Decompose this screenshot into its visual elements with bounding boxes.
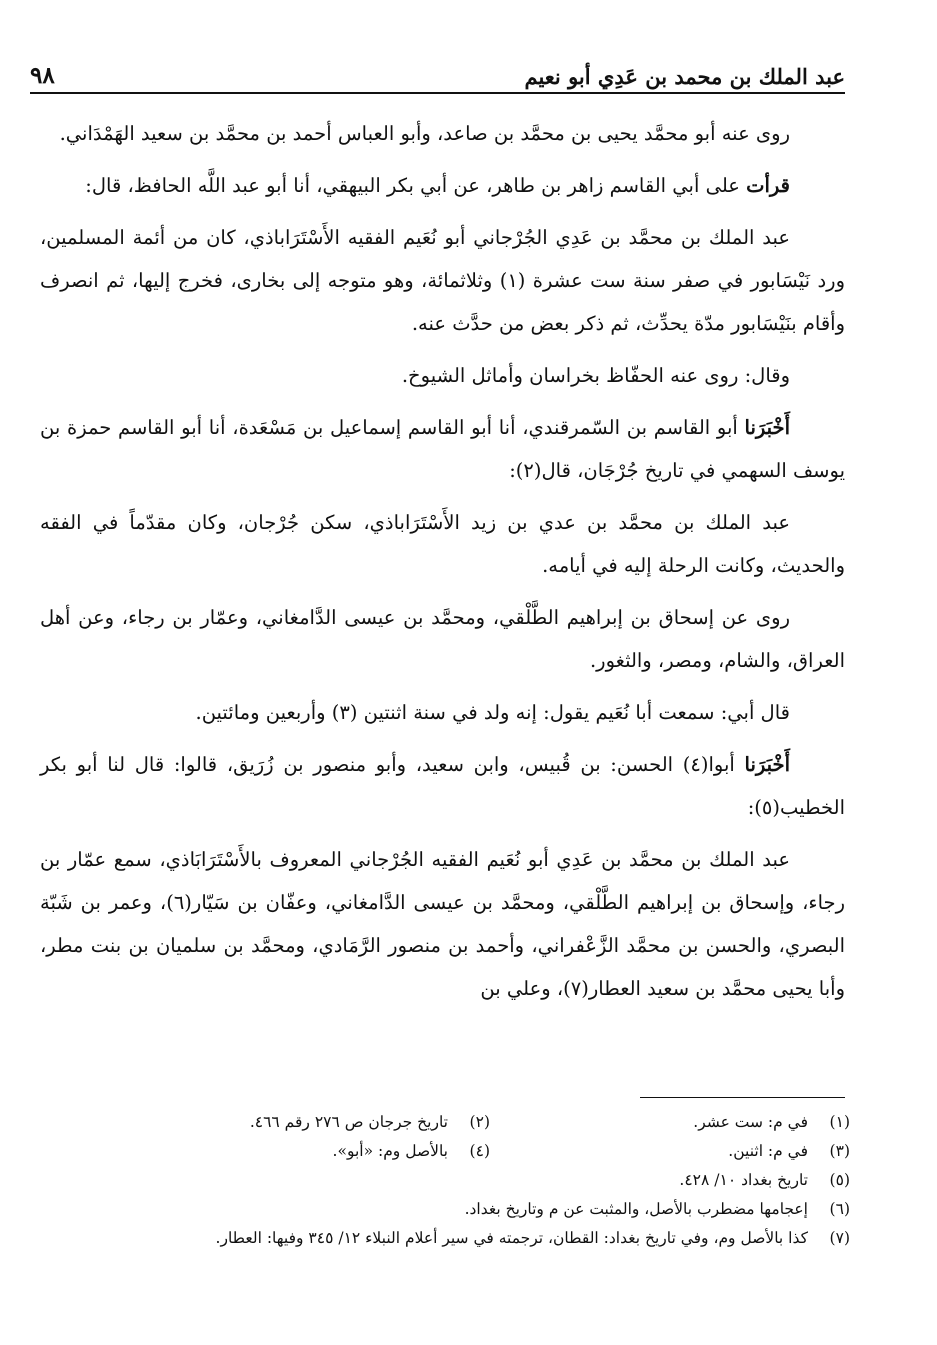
paragraph <box>40 691 845 734</box>
paragraph-text: عبد الملك بن محمَّد بن عَدِي الجُرْجاني أبو نُعَيم الفقيه الأَسْتَرَاباذي، كان من أئمة المسلمين، ورد نَيْسَابور في صفر سنة ست عشرة (١) وثلاثمائة، وهو متوجه إلى بخارى، فخرج إليها، ثم انصرف وأقام بنَيْسَابور مدّة يحدِّث، ثم ذكر بعض من حدَّث عنه. <box>40 226 845 335</box>
footnote-text: إعجامها مضطرب بالأصل، والمثبت عن م وتاريخ بغداد. <box>464 1200 808 1218</box>
footnote-text: تاريخ جرجان ص ٢٧٦ رقم ٤٦٦. <box>249 1113 448 1131</box>
paragraph-lead: أَخْبَرَنا <box>744 416 790 439</box>
paragraph-text: وقال: روى عنه الحفّاظ بخراسان وأماثل الشيوخ. <box>401 364 790 387</box>
footnote-number: (٢) <box>469 1113 490 1131</box>
paragraph-lead: أَخْبَرَنا <box>744 753 790 776</box>
footnote-number: (١) <box>829 1113 850 1131</box>
footnote <box>490 1137 850 1166</box>
footnote-number: (٧) <box>829 1229 850 1247</box>
footnotes <box>120 1108 850 1253</box>
paragraph <box>40 164 845 207</box>
paragraph <box>40 596 845 682</box>
footnote <box>130 1108 490 1137</box>
footnote-text: في م: اثنين. <box>728 1142 808 1160</box>
footnote <box>490 1108 850 1137</box>
paragraph <box>40 838 845 1010</box>
footnote <box>130 1137 490 1166</box>
footnote-text: بالأصل وم: «أبو». <box>332 1142 448 1160</box>
paragraph <box>40 354 845 397</box>
footnote-row <box>120 1137 850 1166</box>
footnote <box>120 1195 850 1224</box>
paragraph-text: أبوا(٤) الحسن: بن قُبيس، وابن سعيد، وأبو منصور بن زُرَيق، قالوا: قال لنا أبو بكر الخطيب(٥): <box>40 753 845 819</box>
paragraph-text: قال أبي: سمعت أبا نُعَيم يقول: إنه ولد في سنة اثنتين (٣) وأربعين ومائتين. <box>195 701 790 724</box>
paragraph <box>40 112 845 155</box>
page-number: ٩٨ <box>30 62 55 89</box>
footnote-number: (٥) <box>829 1171 850 1189</box>
paragraph-text: عبد الملك بن محمَّد بن عدي بن زيد الأَسْتَرَاباذي، سكن جُرْجان، وكان مقدّماً في الفقه والحديث، وكانت الرحلة إليه في أيامه. <box>40 511 845 577</box>
paragraph <box>40 406 845 492</box>
footnote-text: تاريخ بغداد ١٠/ ٤٢٨. <box>679 1171 808 1189</box>
footnote-number: (٤) <box>469 1142 490 1160</box>
paragraph-text: عبد الملك بن محمَّد بن عَدِي أبو نُعَيم الفقيه الجُرْجاني المعروف بالأَسْتَرَابَاذي، سمع عمّار بن رجاء، وإسحاق بن إبراهيم الطَّلْقي، ومحمَّد بن عيسى الدَّامغاني، وعفّان بن سَيّار(٦)، وعمر بن شَبّة البصري، والحسن بن محمَّد الزَّعْفراني، وأحمد بن منصور الرَّمَادي، ومحمَّد بن سلميان بن بنت مطر، وأبا يحيى محمَّد بن سعيد العطار(٧)، وعلي بن <box>40 848 845 1000</box>
footnote-separator <box>640 1097 845 1098</box>
paragraph-text: روى عنه أبو محمَّد يحيى بن محمَّد بن صاعد، وأبو العباس أحمد بن محمَّد بن سعيد الهَمْدَاني. <box>59 122 790 145</box>
footnote <box>120 1224 850 1253</box>
footnote-row <box>120 1108 850 1137</box>
footnote-text: في م: ست عشر. <box>693 1113 808 1131</box>
running-head: عبد الملك بن محمد بن عَدِي أبو نعيم <box>524 64 845 89</box>
footnote-number: (٣) <box>829 1142 850 1160</box>
paragraph-text: أبو القاسم بن السّمرقندي، أنا أبو القاسم إسماعيل بن مَسْعَدة، أنا أبو القاسم حمزة بن يوسف السهمي في تاريخ جُرْجَان، قال(٢): <box>40 416 845 482</box>
page-header <box>30 50 845 94</box>
footnote <box>120 1166 850 1195</box>
main-text <box>40 112 845 1019</box>
footnote-text: كذا بالأصل وم، وفي تاريخ بغداد: القطان، ترجمته في سير أعلام النبلاء ١٢/ ٣٤٥ وفيها: العطار. <box>215 1229 808 1247</box>
paragraph-text: روى عن إسحاق بن إبراهيم الطَّلْقي، ومحمَّد بن عيسى الدَّامغاني، وعمّار بن رجاء، وعن أهل العراق، والشام، ومصر، والثغور. <box>40 606 845 672</box>
paragraph-text: على أبي القاسم زاهر بن طاهر، عن أبي بكر البيهقي، أنا أبو عبد اللَّه الحافظ، قال: <box>85 174 747 197</box>
paragraph-lead: قرأت <box>746 174 790 197</box>
footnote-number: (٦) <box>829 1200 850 1218</box>
paragraph <box>40 501 845 587</box>
paragraph <box>40 743 845 829</box>
paragraph <box>40 216 845 345</box>
